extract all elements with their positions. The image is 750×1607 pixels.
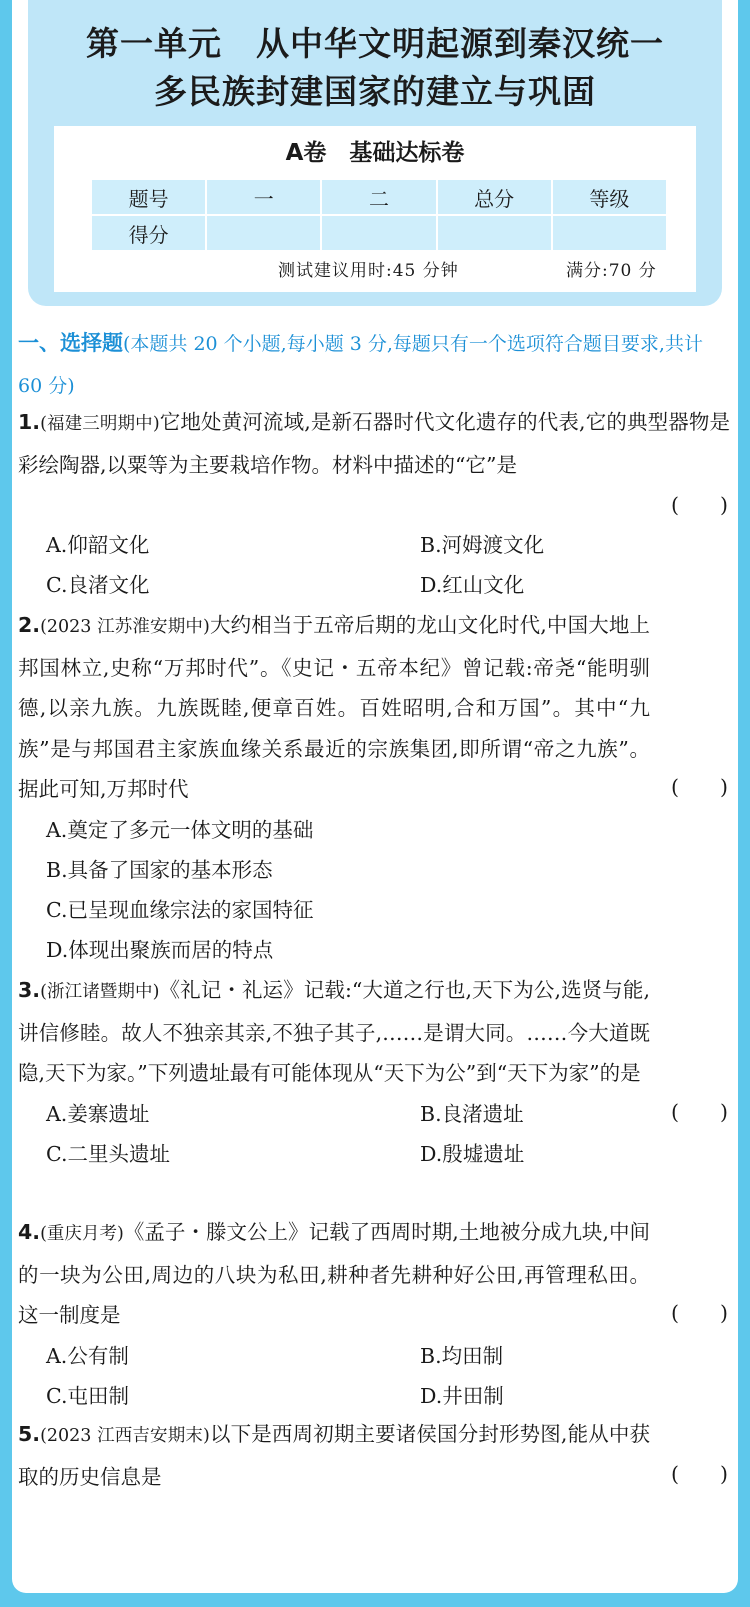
question-stem (18, 970, 730, 1094)
question-text: 它地处黄河流域,是新石器时代文化遗存的代表,它的典型器物是彩绘陶器,以粟等为主要栽培作物。材料中描述的“它”是 (18, 410, 730, 477)
question-source: (福建三明期中) (40, 414, 160, 434)
score-cell-part2: 二 (322, 180, 435, 214)
option-row (18, 1376, 730, 1416)
score-input-part2[interactable] (322, 216, 435, 250)
option-d[interactable]: D.体现出聚族而居的特点 (46, 937, 274, 962)
question-number: 2. (18, 613, 41, 637)
answer-bracket[interactable]: ( ) (671, 1100, 728, 1124)
question-number: 1. (18, 410, 41, 434)
question-text: 以下是西周初期主要诸侯国分封形势图,能从中获取的历史信息是 (18, 1422, 650, 1489)
question-text: 《礼记・礼运》记载:“大道之行也,天下为公,选贤与能,讲信修睦。故人不独亲其亲,不独子其子,……是谓大同。……今大道既隐,天下为家。”下列遗址最有可能体现从“天下为公”到“天下为家”的是 (18, 978, 651, 1085)
option-a[interactable]: A.仰韶文化 (46, 533, 150, 557)
question-stem (18, 402, 730, 485)
score-table-score-row (92, 216, 666, 250)
option-c[interactable]: C.良渚文化 (46, 573, 150, 597)
option-row (18, 1094, 730, 1134)
answer-bracket[interactable]: ( ) (671, 1301, 728, 1325)
page-sheet (12, 0, 738, 1593)
question-1 (18, 402, 730, 605)
option-d[interactable]: D.红山文化 (420, 573, 525, 597)
question-text: 大约相当于五帝后期的龙山文化时代,中国大地上邦国林立,史称“万邦时代”。《史记・五帝本纪》曾记载:帝尧“能明驯德,以亲九族。九族既睦,便章百姓。百姓昭明,合和万国”。其中“九族”是与邦国君主家族血缘关系最近的宗族集团,即所谓“帝之九族”。据此可知,万邦时代 (18, 613, 650, 801)
question-source: (2023 江苏淮安期中) (40, 617, 210, 637)
score-cell-total: 总分 (438, 180, 551, 214)
question-5 (18, 1414, 730, 1497)
score-cell-part1: 一 (207, 180, 320, 214)
question-4 (18, 1212, 730, 1416)
option-a[interactable]: A.奠定了多元一体文明的基础 (46, 817, 314, 842)
option-row (18, 1134, 730, 1174)
option-a[interactable]: A.姜寨遗址 (46, 1101, 150, 1126)
option-b[interactable]: B.具备了国家的基本形态 (46, 857, 273, 882)
option-c[interactable]: C.已呈现血缘宗法的家国特征 (46, 897, 314, 922)
option-row (18, 565, 730, 605)
suggested-time: 测试建议用时:45 分钟 (278, 261, 459, 281)
question-source: (浙江诸暨期中) (40, 982, 160, 1002)
question-source: (2023 江西吉安期末) (40, 1426, 210, 1446)
score-cell-label: 题号 (92, 180, 205, 214)
question-2 (18, 605, 730, 970)
answer-bracket[interactable]: ( ) (671, 775, 728, 799)
score-input-total[interactable] (438, 216, 551, 250)
unit-header (28, 0, 722, 306)
paper-title: A卷 基础达标卷 (285, 140, 465, 166)
score-row-label: 得分 (92, 216, 205, 250)
question-number: 5. (18, 1422, 41, 1446)
option-d[interactable]: D.殷墟遗址 (420, 1141, 525, 1166)
answer-bracket[interactable]: ( ) (671, 1462, 728, 1486)
section-title: 一、选择题 (18, 331, 123, 355)
unit-title-line1: 第一单元 从中华文明起源到秦汉统一 (86, 24, 664, 63)
question-source: (重庆月考) (40, 1224, 124, 1244)
question-stem (18, 1212, 730, 1336)
section-heading (18, 322, 730, 407)
option-row (18, 525, 730, 565)
option-c[interactable]: C.屯田制 (46, 1383, 129, 1408)
option-d[interactable]: D.井田制 (420, 1383, 504, 1408)
question-3 (18, 970, 730, 1174)
score-card (54, 126, 696, 292)
option-row (18, 1336, 730, 1376)
answer-line (18, 485, 730, 525)
answer-bracket[interactable]: ( ) (671, 493, 728, 517)
question-number: 4. (18, 1220, 41, 1244)
full-score: 满分:70 分 (566, 261, 657, 281)
section-instruction: (本题共 20 个小题,每小题 3 分,每题只有一个选项符合题目要求,共计 60 分) (18, 333, 703, 397)
option-b[interactable]: B.均田制 (420, 1343, 504, 1368)
unit-title-line2: 多民族封建国家的建立与巩固 (154, 72, 596, 111)
score-input-grade[interactable] (553, 216, 666, 250)
question-stem (18, 605, 730, 810)
option-a[interactable]: A.公有制 (46, 1343, 129, 1368)
score-input-part1[interactable] (207, 216, 320, 250)
question-number: 3. (18, 978, 41, 1002)
score-table (90, 178, 668, 252)
question-stem (18, 1414, 730, 1497)
option-b[interactable]: B.良渚遗址 (420, 1101, 524, 1126)
question-text: 《孟子・滕文公上》记载了西周时期,土地被分成九块,中间的一块为公田,周边的八块为私田,耕种者先耕种好公田,再管理私田。这一制度是 (18, 1220, 651, 1327)
option-c[interactable]: C.二里头遗址 (46, 1141, 170, 1166)
option-b[interactable]: B.河姆渡文化 (420, 533, 545, 557)
score-cell-grade: 等级 (553, 180, 666, 214)
score-table-header-row (92, 180, 666, 214)
